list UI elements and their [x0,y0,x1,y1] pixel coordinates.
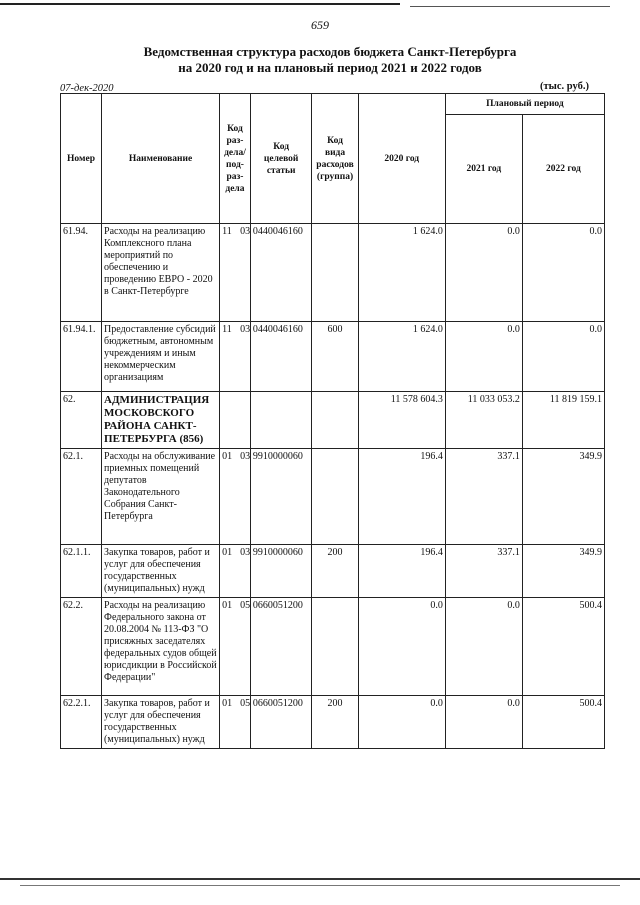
cell-2022: 349.9 [522,545,604,598]
cell-2020: 196.4 [358,449,445,545]
header-razdel-line: дела/ [224,147,246,158]
cell-expense-type: 200 [312,545,358,598]
cell-number: 61.94. [61,224,102,322]
cell-razdel [220,696,251,749]
table-row [61,598,605,696]
podrazdel-code: 03 [240,547,251,558]
header-target-line: Код [273,141,289,152]
podrazdel-code: 03 [240,324,251,335]
cell-2020: 11 578 604.3 [358,392,445,449]
header-expense-type [312,94,358,224]
cell-razdel [220,449,251,545]
cell-razdel [220,392,251,449]
table-row [61,392,605,449]
cell-number: 62. [61,392,102,449]
date-stamp: 07-дек-2020 [60,83,114,94]
table-row [61,449,605,545]
title-line-2: на 2020 год и на плановый период 2021 и 2022 годов [178,60,482,75]
razdel-code: 11 [222,226,232,237]
cell-2020: 1 624.0 [358,322,445,392]
cell-expense-type [312,449,358,545]
razdel-code: 01 [222,600,233,611]
budget-table [60,93,605,749]
header-planned-period: Плановый период [445,94,604,115]
cell-name: Расходы на реализацию Комплексного плана мероприятий по обеспечению и проведению ЕВРО - 2020 в Санкт-Петербурге [102,224,220,322]
cell-2020: 0.0 [358,598,445,696]
razdel-code: 01 [222,547,233,558]
cell-target-code: 0440046160 [250,322,312,392]
cell-razdel [220,224,251,322]
cell-razdel [220,598,251,696]
header-vid-line: (группа) [316,171,354,182]
cell-number: 62.1.1. [61,545,102,598]
header-target-line: статьи [266,165,296,176]
header-2021: 2021 год [445,115,522,224]
razdel-code: 01 [222,451,233,462]
header-razdel [220,94,251,224]
cell-number: 62.2. [61,598,102,696]
document-title [60,44,600,76]
cell-2021: 337.1 [445,545,522,598]
bottom-border-line-secondary [20,885,620,886]
cell-target-code [250,392,312,449]
razdel-code: 01 [222,698,233,709]
cell-2020: 0.0 [358,696,445,749]
cell-2021: 0.0 [445,598,522,696]
cell-number: 61.94.1. [61,322,102,392]
cell-razdel [220,545,251,598]
top-border-line-secondary [410,6,610,7]
cell-expense-type: 200 [312,696,358,749]
header-2022: 2022 год [522,115,604,224]
cell-2022: 500.4 [522,598,604,696]
cell-2022: 11 819 159.1 [522,392,604,449]
cell-2021: 337.1 [445,449,522,545]
podrazdel-code: 03 [240,226,251,237]
table-row [61,322,605,392]
header-vid-line: расходов [316,159,354,170]
cell-target-code: 0660051200 [250,696,312,749]
cell-target-code: 0440046160 [250,224,312,322]
table-row [61,545,605,598]
cell-number: 62.2.1. [61,696,102,749]
header-number: Номер [61,94,102,224]
top-border-line [0,3,400,5]
header-razdel-line: под- [226,159,244,170]
cell-2020: 196.4 [358,545,445,598]
cell-razdel [220,322,251,392]
header-razdel-line: раз- [226,171,244,182]
table-row [61,696,605,749]
header-razdel-line: дела [225,183,245,194]
cell-name: Закупка товаров, работ и услуг для обеспечения государственных (муниципальных) нужд [102,545,220,598]
cell-2022: 0.0 [522,224,604,322]
cell-number: 62.1. [61,449,102,545]
cell-name: АДМИНИСТРАЦИЯ МОСКОВСКОГО РАЙОНА САНКТ-ПЕТЕРБУРГА (856) [102,392,220,449]
cell-name: Закупка товаров, работ и услуг для обеспечения государственных (муниципальных) нужд [102,696,220,749]
cell-expense-type: 600 [312,322,358,392]
header-target-code [250,94,312,224]
cell-target-code: 9910000060 [250,449,312,545]
razdel-code: 11 [222,324,232,335]
cell-2021: 0.0 [445,322,522,392]
table-header [61,94,605,224]
cell-2021: 11 033 053.2 [445,392,522,449]
cell-name: Расходы на обслуживание приемных помещений депутатов Законодательного Собрания Санкт-Петербурга [102,449,220,545]
cell-2020: 1 624.0 [358,224,445,322]
header-vid-line: вида [324,147,346,158]
header-vid-line: Код [327,135,343,146]
cell-target-code: 9910000060 [250,545,312,598]
table-body [61,224,605,749]
title-line-1: Ведомственная структура расходов бюджета Санкт-Петербурга [143,44,517,59]
cell-2021: 0.0 [445,224,522,322]
cell-2022: 349.9 [522,449,604,545]
header-razdel-line: Код [227,123,243,134]
cell-2022: 0.0 [522,322,604,392]
cell-expense-type [312,598,358,696]
cell-2021: 0.0 [445,696,522,749]
header-target-line: целевой [263,153,299,164]
page-number: 659 [311,18,329,32]
cell-expense-type [312,224,358,322]
podrazdel-code: 03 [240,451,251,462]
cell-name: Предоставление субсидий бюджетным, автономным учреждениям и иным некоммерческим организациям [102,322,220,392]
unit-label: (тыс. руб.) [540,81,589,92]
podrazdel-code: 05 [240,600,251,611]
cell-target-code: 0660051200 [250,598,312,696]
bottom-border-line [0,878,640,880]
table-row [61,224,605,322]
header-2020: 2020 год [358,94,445,224]
cell-2022: 500.4 [522,696,604,749]
cell-name: Расходы на реализацию Федерального закона от 20.08.2004 № 113-ФЗ "О присяжных заседателях федеральных судов общей юрисдикции в Российской Федерации" [102,598,220,696]
podrazdel-code: 05 [240,698,251,709]
header-razdel-line: раз- [226,135,244,146]
header-name: Наименование [102,94,220,224]
cell-expense-type [312,392,358,449]
